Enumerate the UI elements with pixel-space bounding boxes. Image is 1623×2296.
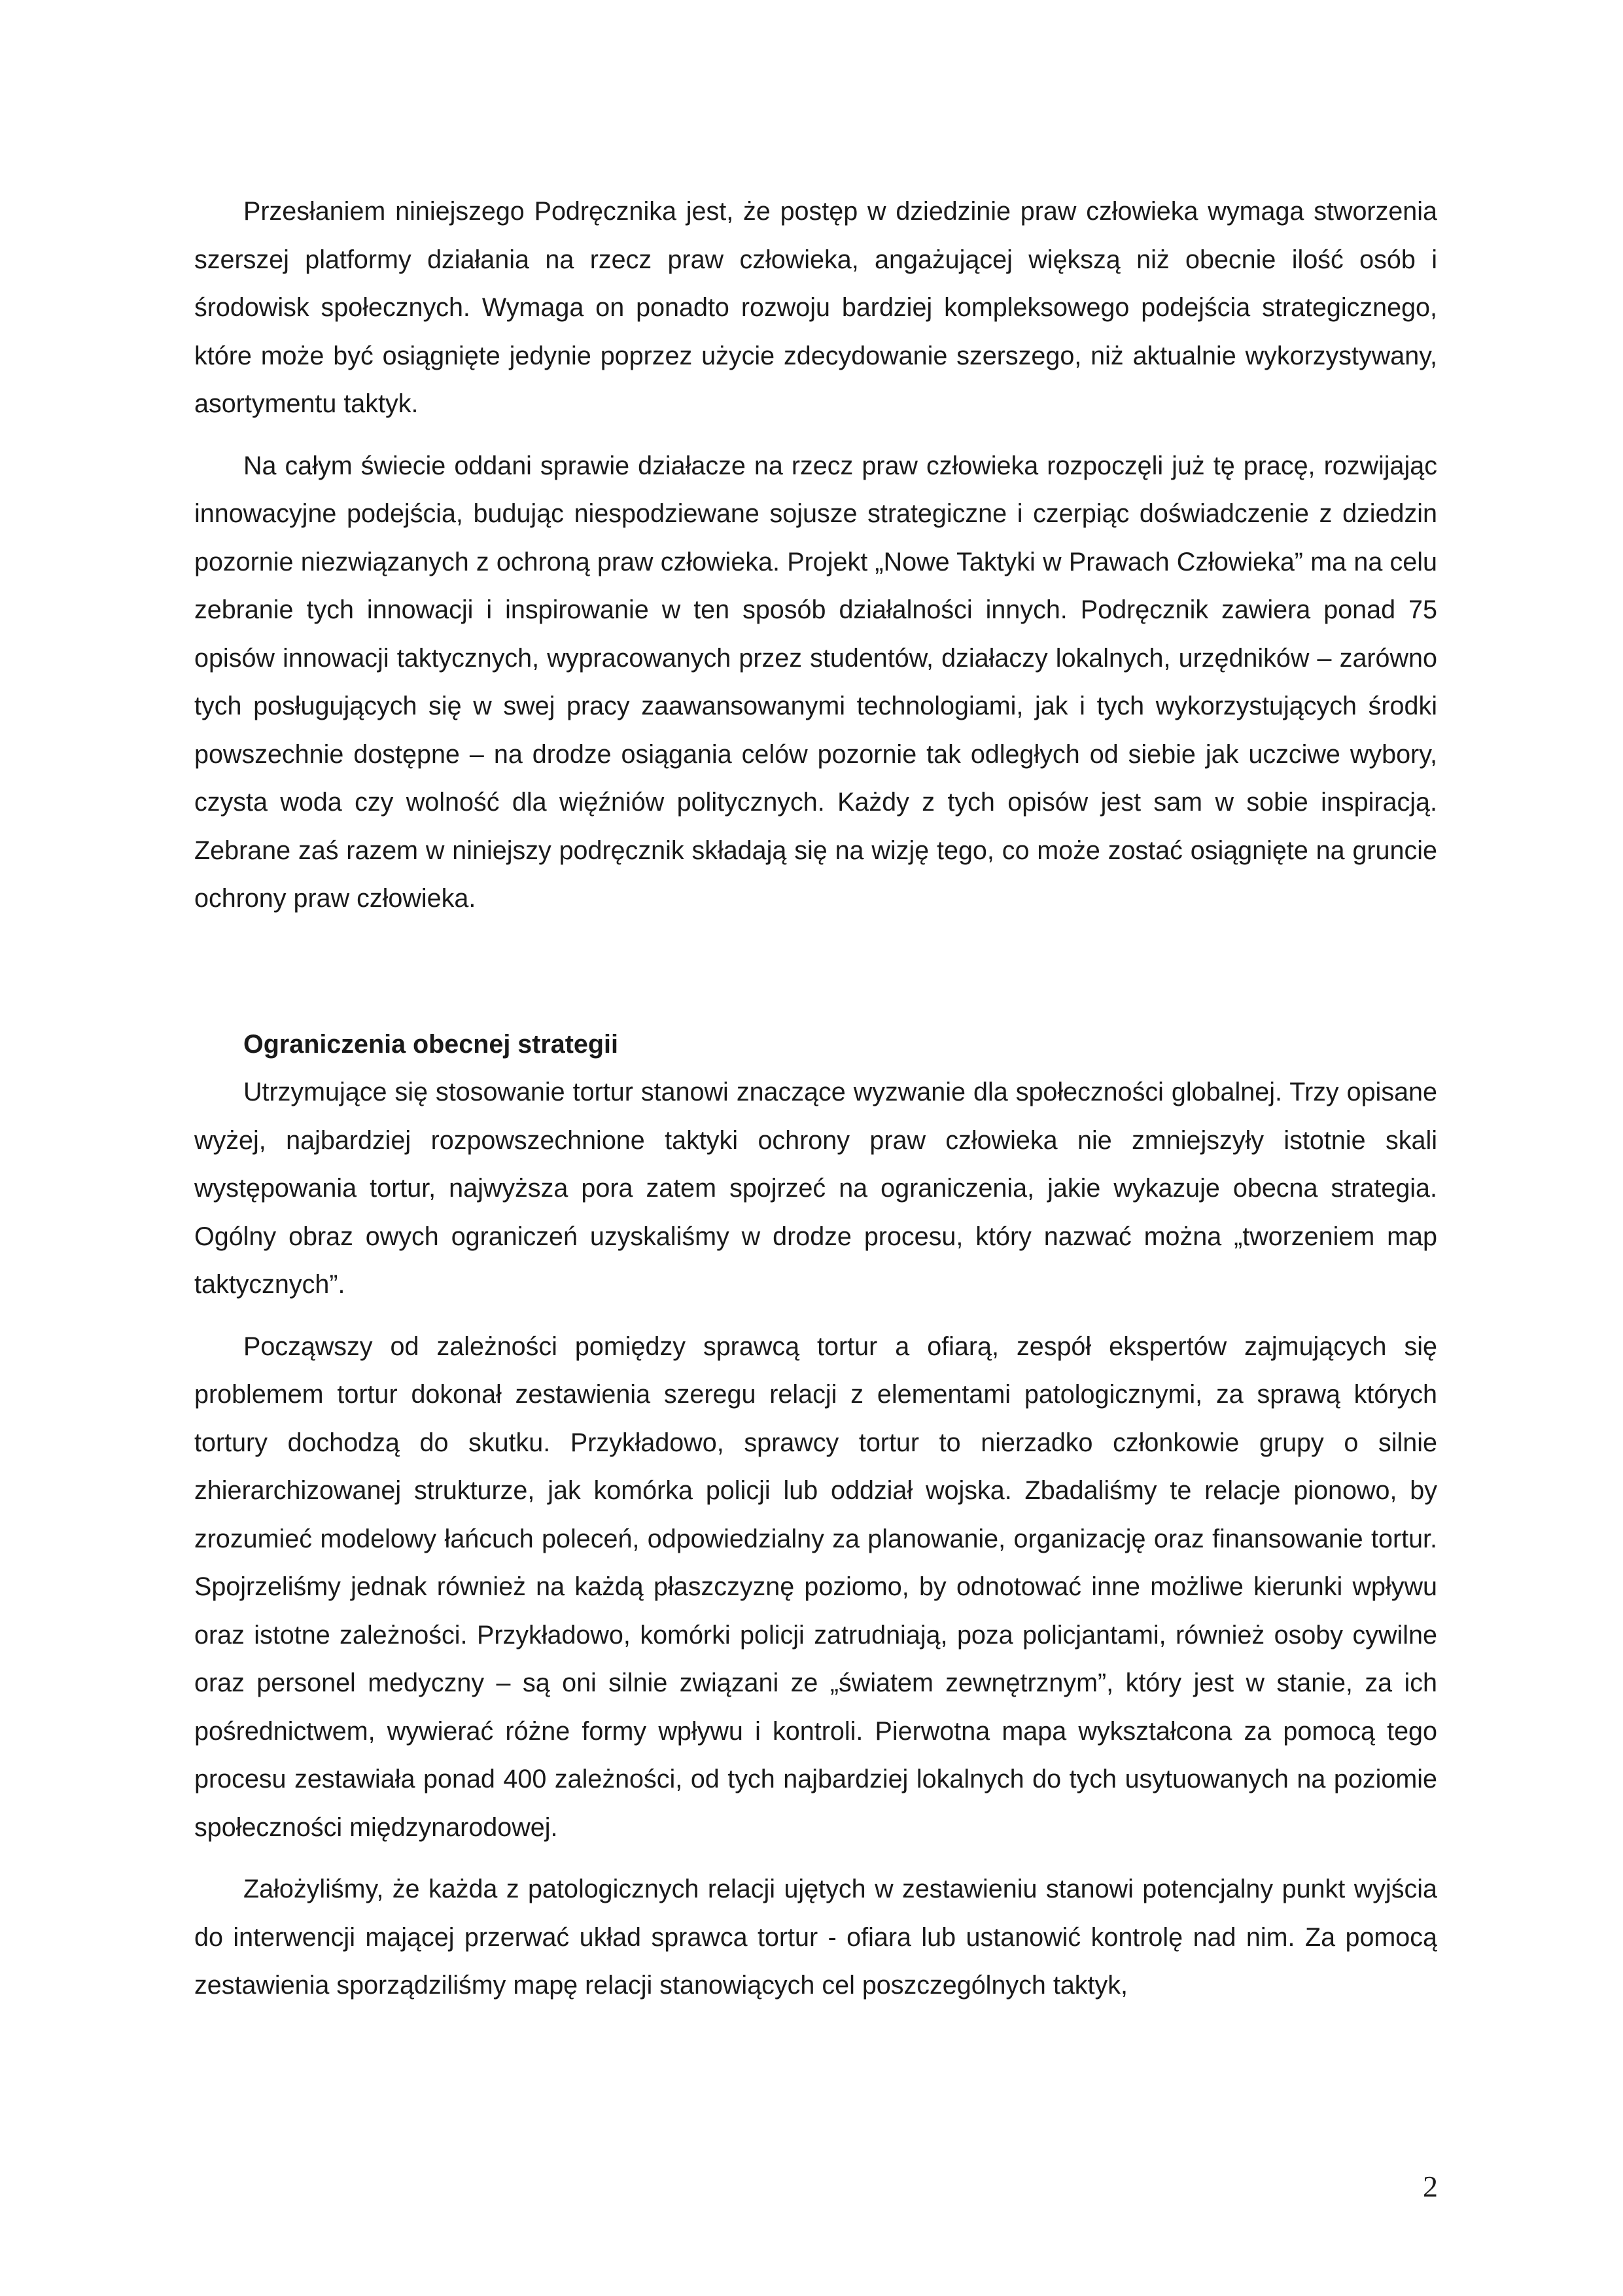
paragraph-section-1: Utrzymujące się stosowanie tortur stanowi znaczące wyzwanie dla społeczności globalnej. Trzy opisane wyżej, najbardziej rozpowszechnione taktyki ochrony praw człowieka nie zmniejszyły istotnie skali występowania tortur, najwyższa pora zatem spojrzeć na ograniczenia, jakie wykazuje obecna strategia. Ogólny obraz owych ograniczeń uzyskaliśmy w drodze procesu, który nazwać można „tworzeniem map taktycznych”. <box>194 1078 1437 1299</box>
paragraph-intro-2: Na całym świecie oddani sprawie działacze na rzecz praw człowieka rozpoczęli już tę pracę, rozwijając innowacyjne podejścia, budując niespodziewane sojusze strategiczne i czerpiąc doświadczenie z dziedzin pozornie niezwiązanych z ochroną praw człowieka. Projekt „Nowe Taktyki w Prawach Człowieka” ma na celu zebranie tych innowacji i inspirowanie w ten sposób działalności innych. Podręcznik zawiera ponad 75 opisów innowacji taktycznych, wypracowanych przez studentów, działaczy lokalnych, urzędników – zarówno tych posługujących się w swej pracy zaawansowanymi technologiami, jak i tych wykorzystujących środki powszechnie dostępne – na drodze osiągania celów pozornie tak odległych od siebie jak uczciwe wybory, czysta woda czy wolność dla więźniów politycznych. Każdy z tych opisów jest sam w sobie inspiracją. Zebrane zaś razem w niniejszy podręcznik składają się na wizję tego, co może zostać osiągnięte na gruncie ochrony praw człowieka. <box>194 451 1437 913</box>
section-heading: Ograniczenia obecnej strategii <box>243 1029 618 1059</box>
paragraph-section-2: Począwszy od zależności pomiędzy sprawcą tortur a ofiarą, zespół ekspertów zajmujących się problemem tortur dokonał zestawienia szeregu relacji z elementami patologicznymi, za sprawą których tortury dochodzą do skutku. Przykładowo, sprawcy tortur to nierzadko członkowie grupy o silnie zhierarchizowanej strukturze, jak komórka policji lub oddział wojska. Zbadaliśmy te relacje pionowo, by zrozumieć modelowy łańcuch poleceń, odpowiedzialny za planowanie, organizację oraz finansowanie tortur. Spojrzeliśmy jednak również na każdą płaszczyznę poziomo, by odnotować inne możliwe kierunki wpływu oraz istotne zależności. Przykładowo, komórki policji zatrudniają, poza policjantami, również osoby cywilne oraz personel medyczny – są oni silnie związani ze „światem zewnętrznym”, który jest w stanie, za ich pośrednictwem, wywierać różne formy wpływu i kontroli. Pierwotna mapa wykształcona za pomocą tego procesu zestawiała ponad 400 zależności, od tych najbardziej lokalnych do tych usytuowanych na poziomie społeczności międzynarodowej. <box>194 1332 1437 1842</box>
paragraph-section-3: Założyliśmy, że każda z patologicznych relacji ujętych w zestawieniu stanowi potencjalny punkt wyjścia do interwencji mającej przerwać układ sprawca tortur - ofiara lub ustanowić kontrolę nad nim. Za pomocą zestawienia sporządziliśmy mapę relacji stanowiących cel poszczególnych taktyk, <box>194 1875 1437 2000</box>
paragraph-intro-1: Przesłaniem niniejszego Podręcznika jest, że postęp w dziedzinie praw człowieka wymaga stworzenia szerszej platformy działania na rzecz praw człowieka, angażującej większą niż obecnie ilość osób i środowisk społecznych. Wymaga on ponadto rozwoju bardziej kompleksowego podejścia strategicznego, które może być osiągnięte jedynie poprzez użycie zdecydowanie szerszego, niż aktualnie wykorzystywany, asortymentu taktyk. <box>194 197 1437 418</box>
body-text <box>194 188 1437 2010</box>
page-number: 2 <box>1423 2170 1438 2203</box>
